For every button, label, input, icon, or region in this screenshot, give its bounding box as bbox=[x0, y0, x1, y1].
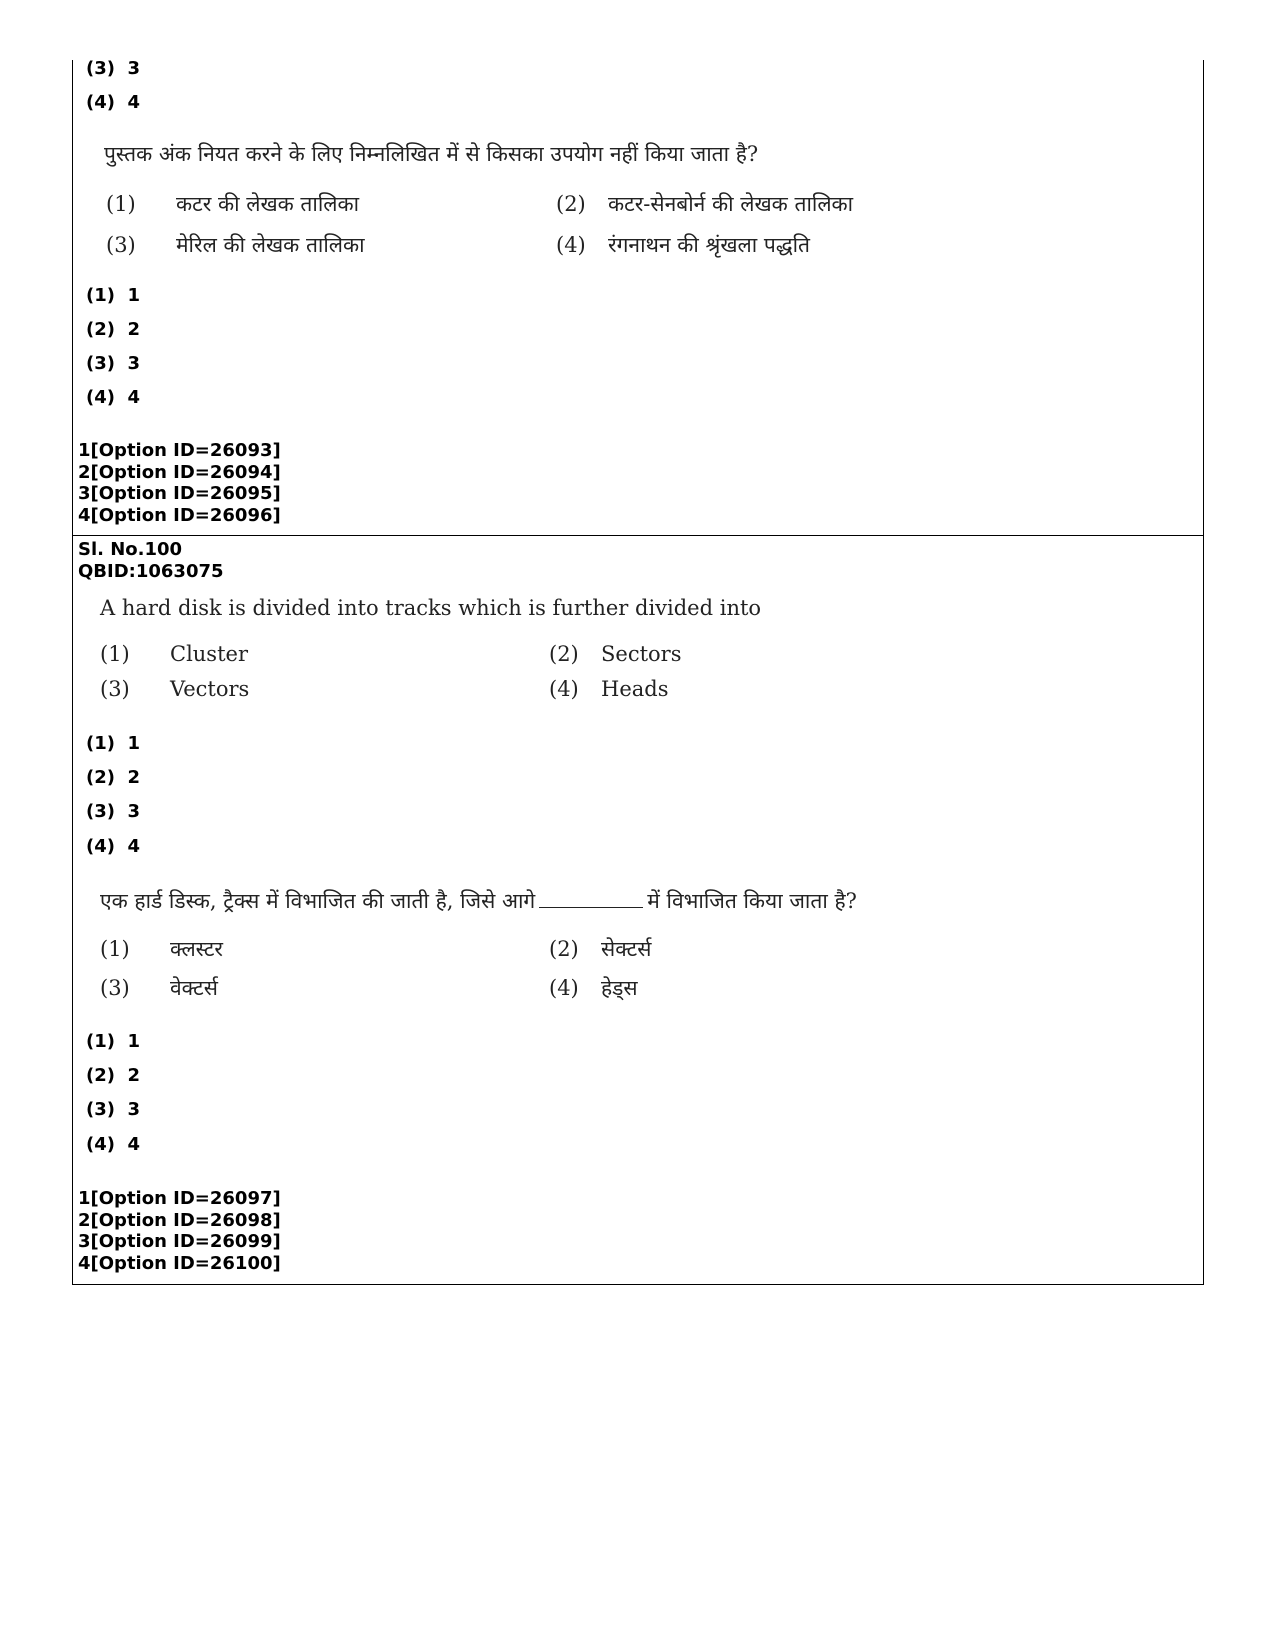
option-id: 3[Option ID=26099] bbox=[78, 1231, 281, 1252]
option-hindi-2: (2) सेक्टर्स bbox=[549, 937, 652, 961]
answer-choice[interactable]: (4) 4 bbox=[86, 836, 141, 857]
option-id: 2[Option ID=26098] bbox=[78, 1209, 281, 1231]
option-id: 3[Option ID=26095] bbox=[78, 483, 281, 504]
answer-choice[interactable]: (4) 4 bbox=[86, 1134, 141, 1155]
answer-choice[interactable]: (1) 1 bbox=[86, 285, 141, 306]
qbid: QBID:1063075 bbox=[78, 560, 224, 582]
answer-choice[interactable]: (4) 4 bbox=[86, 387, 141, 408]
option-hindi-2: (2) कटर-सेनबोर्न की लेखक तालिका bbox=[556, 192, 854, 216]
serial-number: Sl. No.100 bbox=[78, 539, 183, 560]
question-text-english: A hard disk is divided into tracks which is further divided into bbox=[100, 596, 762, 620]
answer-choice[interactable]: (2) 2 bbox=[86, 1065, 141, 1086]
answer-choice[interactable]: (1) 1 bbox=[86, 733, 141, 754]
option-id-list bbox=[78, 440, 281, 526]
question-text-hindi: एक हार्ड डिस्क, ट्रैक्स में विभाजित की जाती है, जिसे आगे में विभाजित किया जाता है? bbox=[100, 889, 857, 913]
answer-choice[interactable]: (1) 1 bbox=[86, 1031, 141, 1052]
option-id: 4[Option ID=26100] bbox=[78, 1252, 281, 1274]
option-hindi-1: (1) कटर की लेखक तालिका bbox=[106, 192, 360, 216]
option-id: 1[Option ID=26093] bbox=[78, 440, 281, 461]
question-text-hindi: पुस्तक अंक नियत करने के लिए निम्नलिखित में से किसका उपयोग नहीं किया जाता है? bbox=[104, 142, 759, 166]
option-english-1: (1) Cluster bbox=[100, 642, 248, 666]
option-hindi-3: (3) वेक्टर्स bbox=[100, 976, 218, 1000]
answer-choice[interactable]: (3) 3 bbox=[86, 1099, 141, 1120]
option-id-list bbox=[78, 1188, 281, 1274]
answer-choice[interactable]: (4) 4 bbox=[86, 92, 141, 113]
option-hindi-1: (1) क्लस्टर bbox=[100, 937, 224, 961]
option-english-2: (2) Sectors bbox=[549, 642, 682, 666]
option-id: 4[Option ID=26096] bbox=[78, 504, 281, 526]
answer-choice[interactable]: (2) 2 bbox=[86, 767, 141, 788]
answer-choice[interactable]: (3) 3 bbox=[86, 353, 141, 374]
option-hindi-4: (4) रंगनाथन की श्रृंखला पद्धति bbox=[556, 233, 811, 257]
option-id: 2[Option ID=26094] bbox=[78, 461, 281, 483]
option-english-3: (3) Vectors bbox=[100, 677, 250, 701]
answer-choice[interactable]: (2) 2 bbox=[86, 319, 141, 340]
option-hindi-4: (4) हेड्स bbox=[549, 976, 638, 1000]
fill-in-blank bbox=[539, 907, 643, 908]
answer-choice[interactable]: (3) 3 bbox=[86, 801, 141, 822]
option-english-4: (4) Heads bbox=[549, 677, 669, 701]
option-hindi-3: (3) मेरिल की लेखक तालिका bbox=[106, 233, 365, 257]
option-id: 1[Option ID=26097] bbox=[78, 1188, 281, 1209]
answer-choice[interactable]: (3) 3 bbox=[86, 58, 141, 79]
question-header bbox=[78, 539, 224, 582]
